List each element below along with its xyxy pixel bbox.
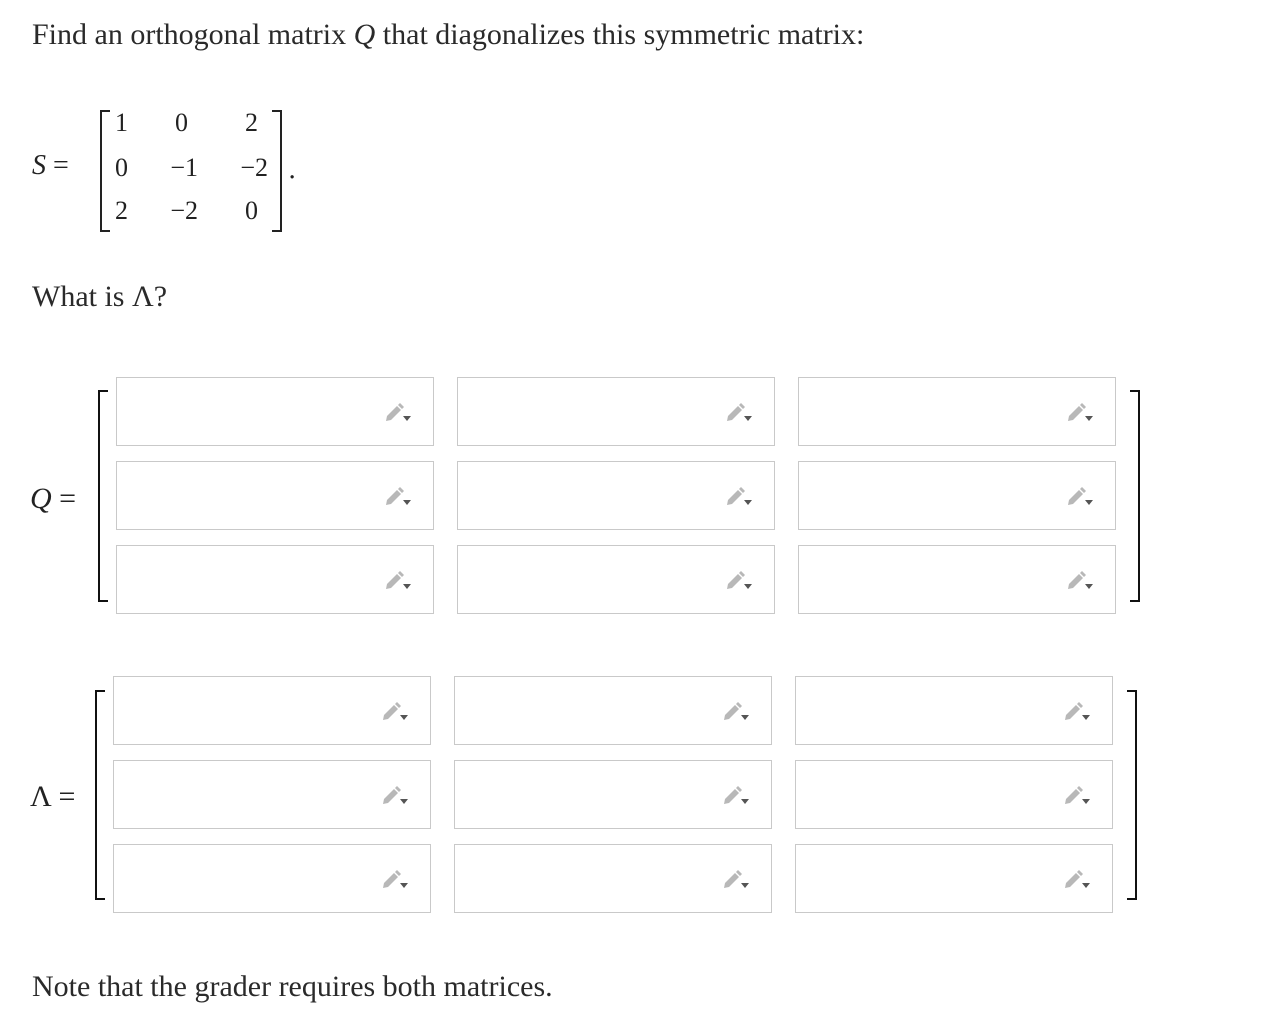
pencil-dropdown-icon[interactable]: [726, 570, 752, 592]
lambda-entry-input[interactable]: [795, 844, 1113, 913]
s-right-bracket: [272, 110, 282, 232]
q-entry-input[interactable]: [457, 461, 775, 530]
s-entry: 0: [175, 108, 188, 137]
pencil-dropdown-icon[interactable]: [1067, 486, 1093, 508]
intro-text-end: that diagonalizes this symmetric matrix:: [375, 18, 865, 51]
intro-variable-q: Q: [353, 18, 376, 51]
s-entry: 1: [115, 108, 128, 137]
pencil-dropdown-icon[interactable]: [723, 785, 749, 807]
q-entry-input[interactable]: [798, 377, 1116, 446]
pencil-dropdown-icon[interactable]: [385, 486, 411, 508]
problem-statement: [32, 18, 864, 52]
q-entry-input[interactable]: [798, 461, 1116, 530]
pencil-dropdown-icon[interactable]: [1064, 701, 1090, 723]
question-text: [32, 280, 167, 314]
s-equals: =: [46, 150, 69, 181]
s-matrix-label: [32, 150, 69, 182]
s-variable: S: [32, 150, 46, 181]
q-equals: =: [51, 482, 77, 515]
lambda-entry-input[interactable]: [795, 676, 1113, 745]
lambda-variable: Λ: [30, 780, 51, 813]
lambda-right-bracket: [1127, 690, 1137, 900]
q-variable: Q: [30, 482, 52, 515]
q-entry-input[interactable]: [116, 377, 434, 446]
s-period: .: [288, 155, 297, 185]
pencil-dropdown-icon[interactable]: [382, 869, 408, 891]
pencil-dropdown-icon[interactable]: [1067, 570, 1093, 592]
pencil-dropdown-icon[interactable]: [1067, 402, 1093, 424]
q-entry-input[interactable]: [116, 461, 434, 530]
pencil-dropdown-icon[interactable]: [385, 402, 411, 424]
s-entry: 0: [245, 196, 258, 225]
lambda-equals: =: [50, 780, 76, 813]
pencil-dropdown-icon[interactable]: [1064, 869, 1090, 891]
grader-note: Note that the grader requires both matrices.: [32, 970, 553, 1003]
q-entry-input[interactable]: [798, 545, 1116, 614]
lambda-left-bracket: [95, 690, 105, 900]
q-entry-input[interactable]: [457, 545, 775, 614]
s-entry: −2: [240, 153, 268, 182]
pencil-dropdown-icon[interactable]: [385, 570, 411, 592]
s-entry: 0: [115, 153, 128, 182]
lambda-entry-input[interactable]: [454, 844, 772, 913]
q-matrix-label: [30, 482, 76, 516]
lambda-entry-input[interactable]: [795, 760, 1113, 829]
lambda-entry-input[interactable]: [454, 676, 772, 745]
pencil-dropdown-icon[interactable]: [726, 486, 752, 508]
s-entry: −1: [170, 153, 198, 182]
intro-text: Find an orthogonal matrix: [32, 18, 354, 51]
q-left-bracket: [98, 390, 108, 602]
question-variable-lambda: Λ: [131, 280, 154, 313]
lambda-entry-input[interactable]: [454, 760, 772, 829]
lambda-entry-input[interactable]: [113, 844, 431, 913]
q-entry-input[interactable]: [116, 545, 434, 614]
lambda-entry-input[interactable]: [113, 676, 431, 745]
pencil-dropdown-icon[interactable]: [723, 701, 749, 723]
s-entry: −2: [170, 196, 198, 225]
question-end: ?: [153, 280, 168, 313]
question-start: What is: [32, 280, 132, 313]
pencil-dropdown-icon[interactable]: [723, 869, 749, 891]
pencil-dropdown-icon[interactable]: [382, 701, 408, 723]
lambda-matrix-label: [30, 780, 75, 814]
pencil-dropdown-icon[interactable]: [1064, 785, 1090, 807]
lambda-entry-input[interactable]: [113, 760, 431, 829]
q-right-bracket: [1130, 390, 1140, 602]
q-entry-input[interactable]: [457, 377, 775, 446]
s-entry: 2: [115, 196, 128, 225]
pencil-dropdown-icon[interactable]: [726, 402, 752, 424]
pencil-dropdown-icon[interactable]: [382, 785, 408, 807]
s-entry: 2: [245, 108, 258, 137]
